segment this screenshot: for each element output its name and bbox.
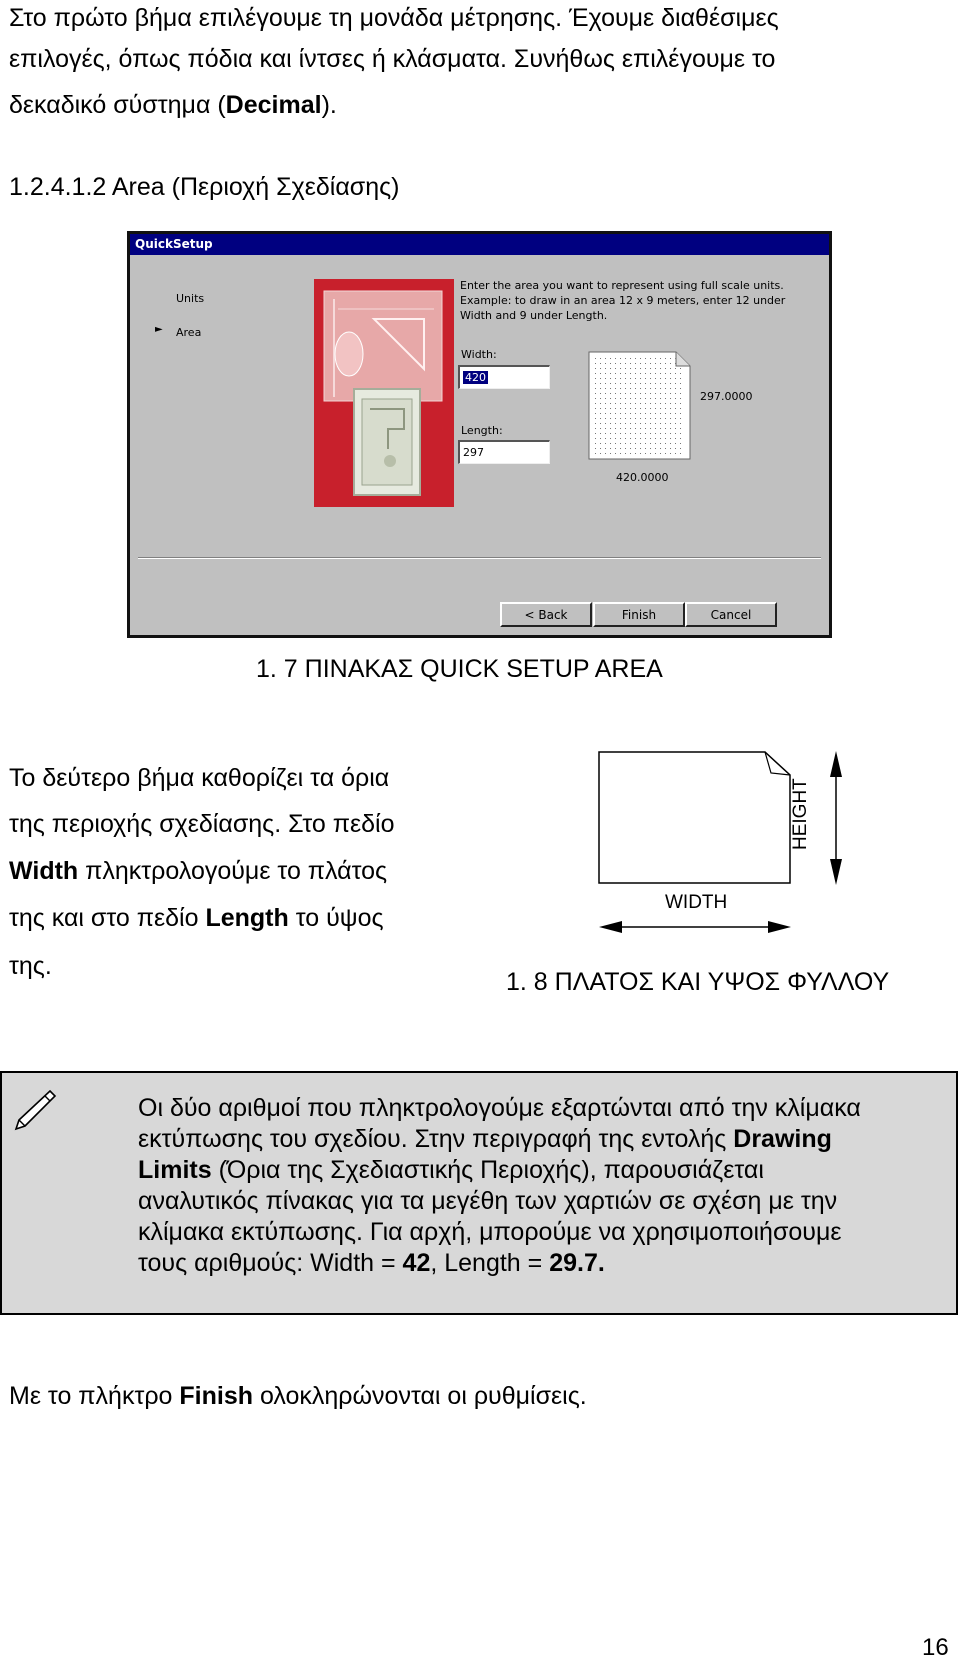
sheet-outline [599, 752, 790, 883]
note-box [0, 1071, 958, 1315]
step2-line-1: Το δεύτερο βήμα καθορίζει τα όρια [9, 764, 390, 792]
width-input[interactable]: 420 [458, 365, 550, 389]
page-number: 16 [922, 1634, 949, 1661]
intro-line-2: επιλογές, όπως πόδια και ίντσες ή κλάσματα. Συνήθως επιλέγουμε το [9, 45, 776, 73]
width-arrow-left-head [599, 921, 622, 933]
wizard-illustration [314, 279, 454, 507]
dialog-title: QuickSetup [130, 234, 829, 255]
dialog-separator [138, 557, 821, 559]
length-label: Length: [461, 424, 503, 437]
quicksetup-dialog [127, 231, 832, 638]
drafting-illustration-icon [314, 279, 454, 507]
preview-width-value: 420.0000 [616, 471, 669, 484]
width-arrow-right-head [768, 921, 791, 933]
dialog-instructions: Enter the area you want to represent using full scale units. Example: to draw in an area 12 x 9 meters, enter 12 under Width and 9 under Length. [460, 279, 786, 322]
caption-figure-1-7: 1. 7 ΠΙΝΑΚΑΣ QUICK SETUP AREA [256, 655, 663, 683]
nav-area[interactable]: Area [176, 326, 202, 339]
intro-line-3: δεκαδικό σύστημα (Decimal). [9, 91, 337, 119]
length-input[interactable]: 297 [458, 440, 550, 464]
triangle-pointer-icon: ► [155, 324, 163, 335]
section-heading: 1.2.4.1.2 Area (Περιοχή Σχεδίασης) [9, 173, 400, 201]
finish-button[interactable]: Finish [593, 602, 685, 627]
height-label: HEIGHT [790, 778, 811, 850]
back-button[interactable]: < Back [500, 602, 592, 627]
step2-line-3: Width πληκτρολογούμε το πλάτος [9, 857, 388, 885]
intro-line-1: Στο πρώτο βήμα επιλέγουμε τη μονάδα μέτρησης. Έχουμε διαθέσιμες [9, 4, 779, 32]
height-arrow-top-head [830, 751, 842, 777]
cancel-button[interactable]: Cancel [685, 602, 777, 627]
step2-line-4: της και στο πεδίο Length το ύψος [9, 904, 384, 932]
pencil-icon [12, 1087, 58, 1133]
preview-height-value: 297.0000 [700, 390, 753, 403]
step2-line-5: της. [9, 952, 52, 980]
note-text: Οι δύο αριθμοί που πληκτρολογούμε εξαρτώνται από την κλίμακα εκτύπωσης του σχεδίου. Στην περιγραφή της εντολής Drawing Limits (Όρια της Σχεδιαστικής Περιοχής), παρουσιάζεται αναλυτικός πίνακας για τα μεγέθη των χαρτιών σε σχέση με την κλίμακα εκτύπωσης. Για αρχή, μπορούμε να χρησιμοποιήσουμε τους αριθμούς: Width = 42, Length = 29.7. [138, 1094, 861, 1277]
finish-sentence: Με το πλήκτρο Finish ολοκληρώνονται οι ρυθμίσεις. [9, 1382, 587, 1410]
width-label: Width: [461, 348, 497, 361]
width-label: WIDTH [665, 892, 728, 913]
step2-line-2: της περιοχής σχεδίασης. Στο πεδίο [9, 810, 395, 838]
height-arrow-bottom-head [830, 859, 842, 885]
caption-figure-1-8: 1. 8 ΠΛΑΤΟΣ ΚΑΙ ΥΨΟΣ ΦΥΛΛΟΥ [506, 968, 890, 996]
nav-units[interactable]: Units [176, 292, 205, 305]
paper-preview-icon [588, 351, 694, 461]
